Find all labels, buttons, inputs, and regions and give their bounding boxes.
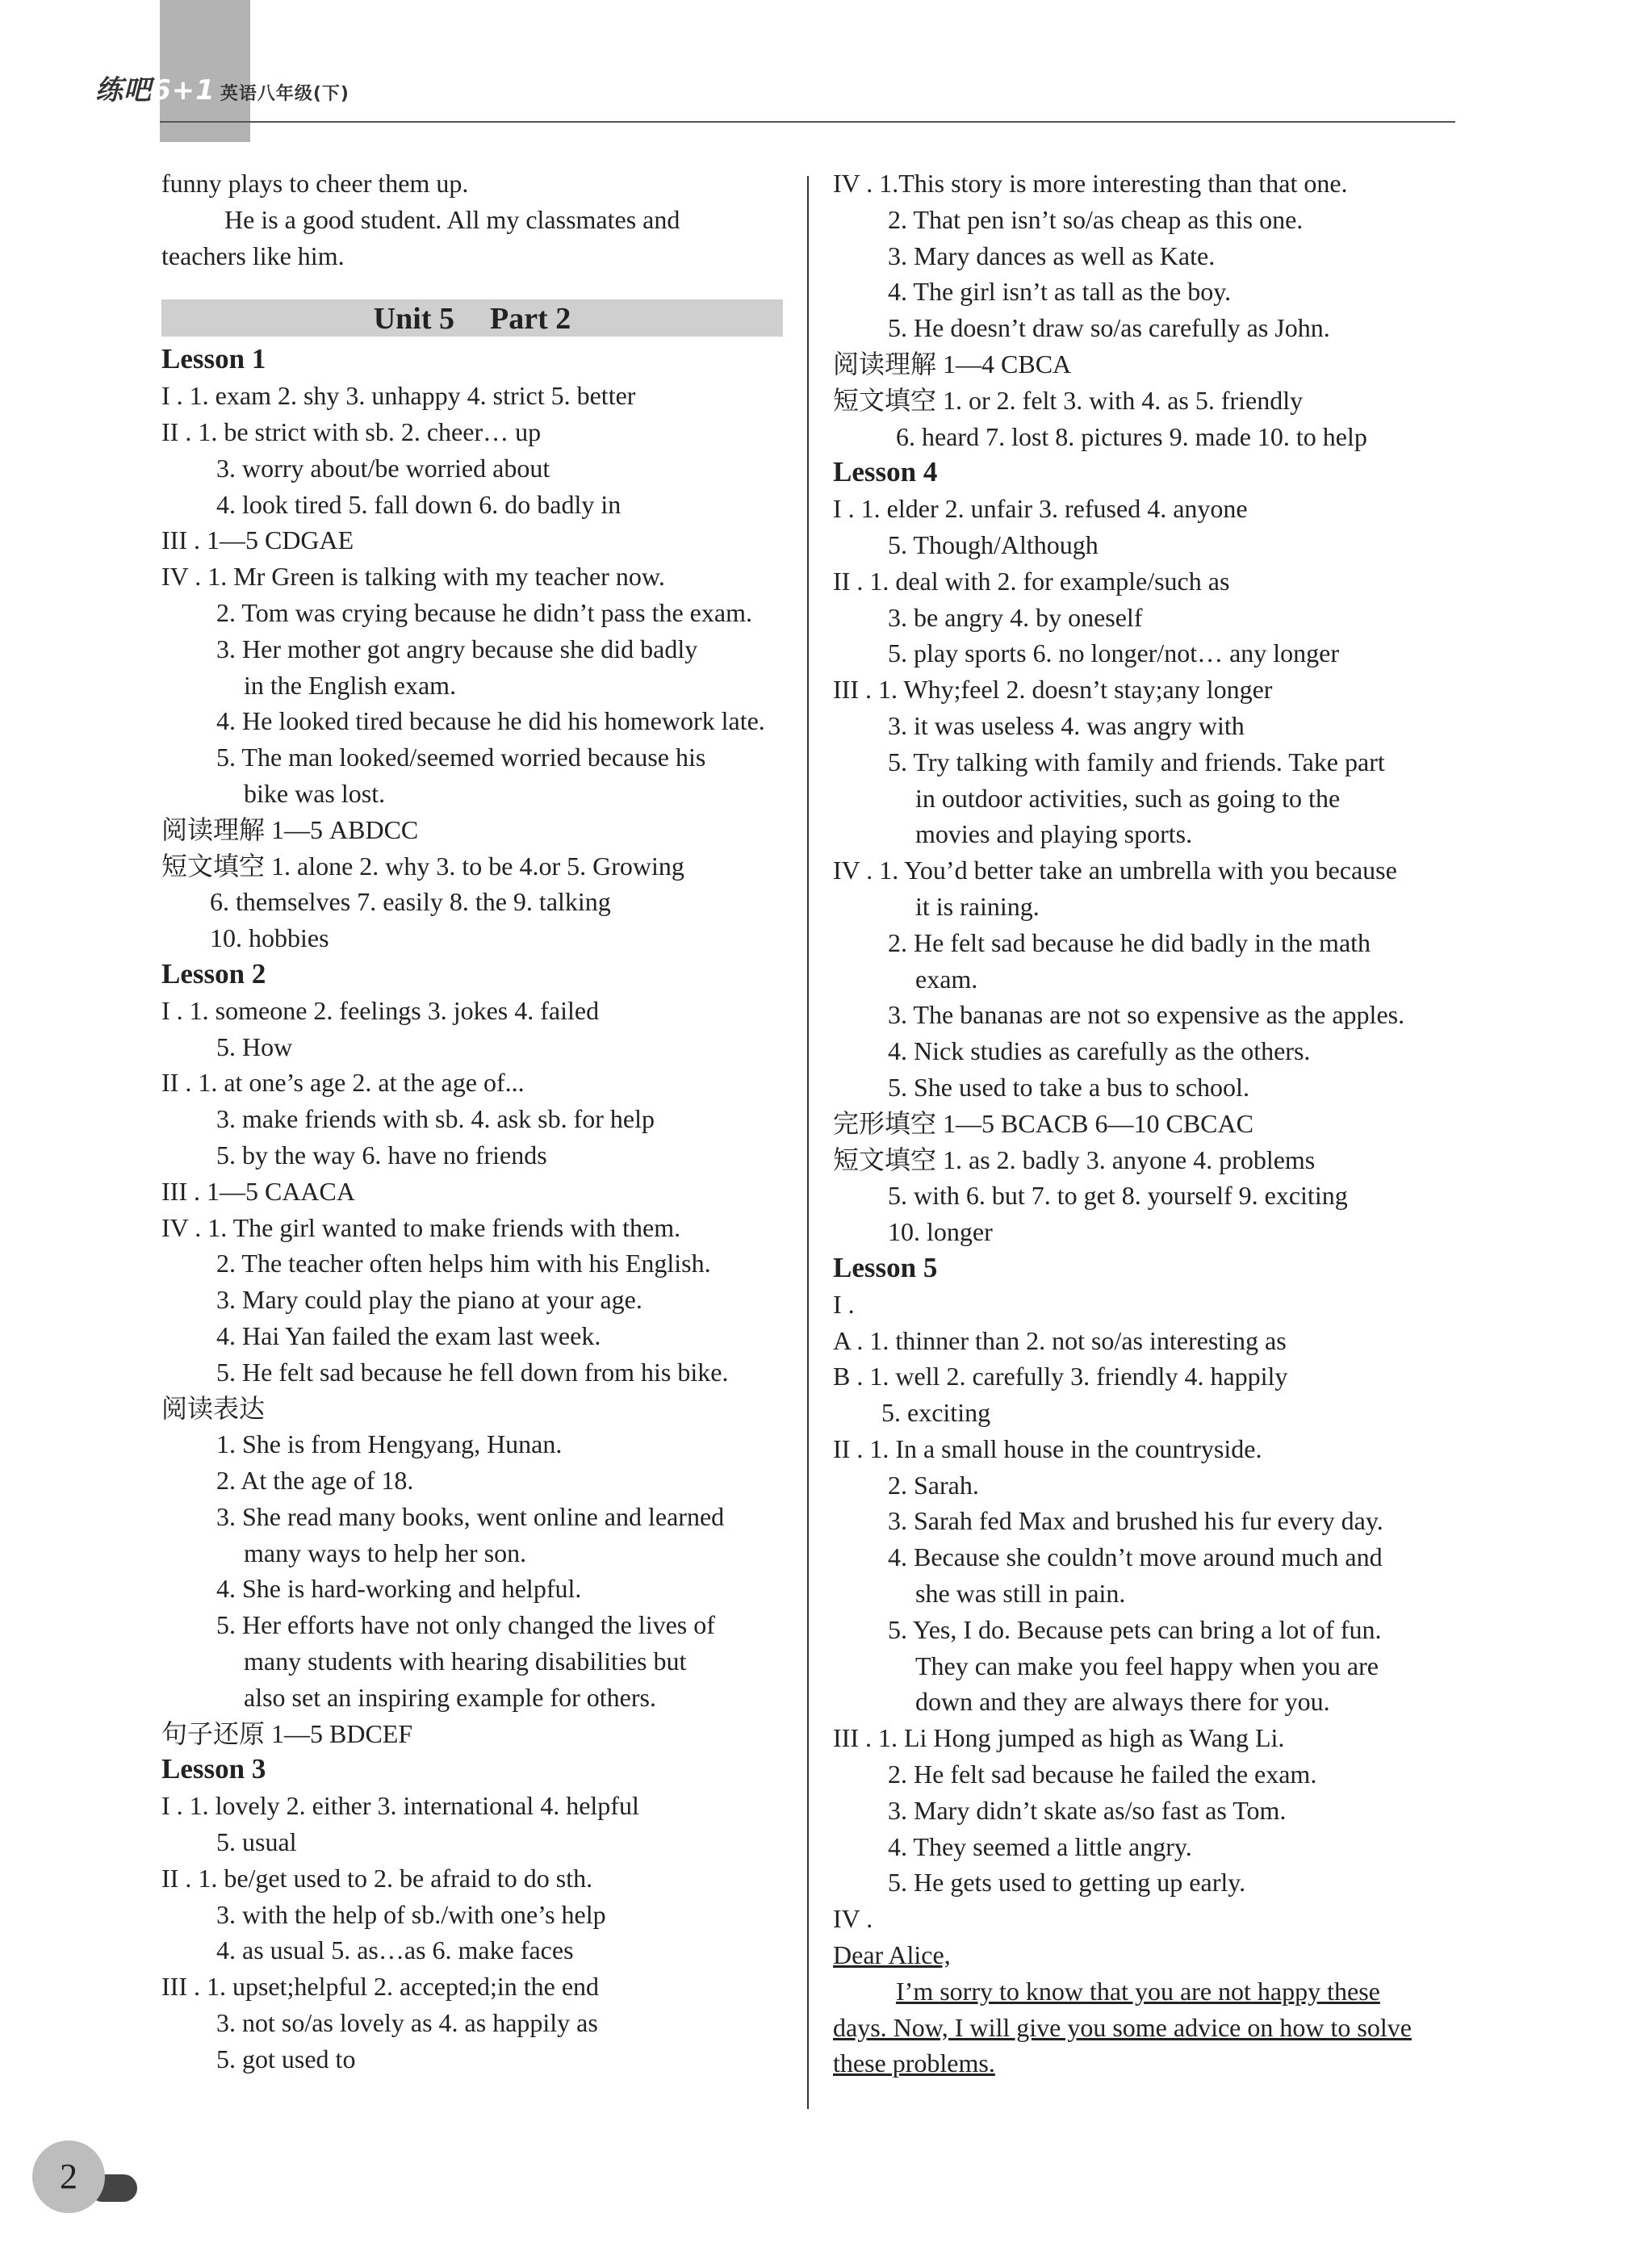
answer-line: 阅读表达 bbox=[161, 1393, 266, 1423]
answer-line: 4. Because she couldn’t move around much and bbox=[888, 1542, 1383, 1572]
answer-line: 3. be angry 4. by oneself bbox=[888, 602, 1143, 632]
lesson-heading: Lesson 1 bbox=[161, 343, 266, 375]
unit-heading-unit: Unit 5 bbox=[373, 302, 455, 337]
letter-line: Dear Alice, bbox=[833, 1940, 951, 1970]
letter-line: days. Now, I will give you some advice on how to solve bbox=[833, 2012, 1412, 2042]
answer-line: II . 1. be/get used to 2. be afraid to do sth. bbox=[161, 1863, 593, 1893]
answer-line: 2. Tom was crying because he didn’t pass the exam. bbox=[216, 597, 752, 627]
answer-line: I . 1. exam 2. shy 3. unhappy 4. strict 5. better bbox=[161, 381, 636, 411]
book-series-plus: +1 bbox=[171, 74, 216, 107]
answer-line: 5. Yes, I do. Because pets can bring a lot of fun. bbox=[888, 1614, 1382, 1644]
answer-line: 4. She is hard-working and helpful. bbox=[216, 1574, 582, 1604]
answer-line: 3. Mary didn’t skate as/so fast as Tom. bbox=[888, 1795, 1287, 1825]
answer-line: 1. She is from Hengyang, Hunan. bbox=[216, 1429, 563, 1459]
answer-line: many students with hearing disabilities but bbox=[244, 1647, 687, 1676]
paragraph-line: funny plays to cheer them up. bbox=[161, 169, 469, 198]
answer-line: 10. longer bbox=[888, 1217, 993, 1247]
answer-line: III . 1. Li Hong jumped as high as Wang Li. bbox=[833, 1723, 1285, 1753]
answer-line: 2. He felt sad because he did badly in the math bbox=[888, 927, 1371, 957]
paragraph-line: teachers like him. bbox=[161, 241, 345, 270]
right-column bbox=[833, 165, 1459, 2082]
answer-line: 5. by the way 6. have no friends bbox=[216, 1140, 547, 1170]
answer-line: 3. The bananas are not so expensive as the apples. bbox=[888, 1000, 1405, 1030]
answer-line: 3. She read many books, went online and learned bbox=[216, 1501, 725, 1531]
answer-line: They can make you feel happy when you are bbox=[915, 1651, 1379, 1680]
answer-line: IV . 1. Mr Green is talking with my teacher now. bbox=[161, 562, 665, 592]
answer-line: 短文填空 1. alone 2. why 3. to be 4.or 5. Growing bbox=[161, 851, 684, 881]
answer-line: IV . 1.This story is more interesting than that one. bbox=[833, 169, 1348, 198]
answer-line: 2. That pen isn’t so/as cheap as this one. bbox=[888, 204, 1304, 234]
answer-line: 3. it was useless 4. was angry with bbox=[888, 710, 1245, 740]
answer-line: 3. Sarah fed Max and brushed his fur every day. bbox=[888, 1506, 1383, 1536]
letter-line: these problems. bbox=[833, 2048, 995, 2078]
answer-line: 4. He looked tired because he did his homework late. bbox=[216, 706, 765, 736]
header-rule bbox=[160, 121, 1455, 123]
answer-line: A . 1. thinner than 2. not so/as interesting as bbox=[833, 1325, 1287, 1355]
lesson-heading: Lesson 3 bbox=[161, 1753, 266, 1785]
answer-line: in the English exam. bbox=[244, 670, 457, 700]
answer-line: 4. Hai Yan failed the exam last week. bbox=[216, 1320, 601, 1350]
answer-line: III . 1. Why;feel 2. doesn’t stay;any longer bbox=[833, 675, 1273, 705]
answer-line: II . 1. In a small house in the countryside. bbox=[833, 1433, 1262, 1463]
answer-line: 3. Mary could play the piano at your age. bbox=[216, 1285, 642, 1315]
answer-line: 3. Her mother got angry because she did badly bbox=[216, 634, 698, 663]
answer-line: 完形填空 1—5 BCACB 6—10 CBCAC bbox=[833, 1108, 1253, 1138]
answer-line: 5. He gets used to getting up early. bbox=[888, 1868, 1246, 1898]
column-divider bbox=[807, 176, 809, 2109]
paragraph-line: He is a good student. All my classmates and bbox=[224, 204, 680, 234]
answer-line: 阅读理解 1—4 CBCA bbox=[833, 349, 1072, 379]
book-name: 练吧 bbox=[95, 74, 152, 107]
answer-line: B . 1. well 2. carefully 3. friendly 4. happily bbox=[833, 1362, 1288, 1391]
answer-line: down and they are always there for you. bbox=[915, 1687, 1330, 1717]
answer-line: 5. play sports 6. no longer/not… any longer bbox=[888, 638, 1340, 668]
answer-line: movies and playing sports. bbox=[915, 819, 1193, 849]
answer-line: II . 1. be strict with sb. 2. cheer… up bbox=[161, 416, 542, 446]
answer-line: 6. heard 7. lost 8. pictures 9. made 10. to help bbox=[896, 421, 1367, 451]
answer-line: 句子还原 1—5 BDCEF bbox=[161, 1718, 413, 1748]
answer-line: 短文填空 1. or 2. felt 3. with 4. as 5. friendly bbox=[833, 385, 1304, 415]
answer-line: 4. Nick studies as carefully as the others. bbox=[888, 1036, 1311, 1066]
answer-line: 2. Sarah. bbox=[888, 1470, 979, 1500]
answer-line: 4. They seemed a little angry. bbox=[888, 1831, 1192, 1861]
answer-line: 10. hobbies bbox=[210, 923, 329, 953]
header-title bbox=[95, 68, 349, 107]
unit-heading bbox=[161, 299, 783, 337]
answer-line: 5. with 6. but 7. to get 8. yourself 9. exciting bbox=[888, 1181, 1348, 1211]
answer-line: 3. with the help of sb./with one’s help bbox=[216, 1899, 606, 1929]
answer-line: 5. He doesn’t draw so/as carefully as John. bbox=[888, 313, 1330, 343]
page-number: 2 bbox=[32, 2140, 105, 2213]
answer-line: 5. How bbox=[216, 1031, 293, 1061]
answer-line: III . 1. upset;helpful 2. accepted;in the end bbox=[161, 1972, 600, 2002]
answer-line: III . 1—5 CAACA bbox=[161, 1176, 355, 1206]
answer-line: 5. exciting bbox=[881, 1398, 991, 1428]
lesson-heading: Lesson 5 bbox=[833, 1251, 938, 1283]
answer-line: 5. got used to bbox=[216, 2044, 356, 2073]
answer-line: II . 1. at one’s age 2. at the age of... bbox=[161, 1068, 525, 1098]
answer-line: 5. usual bbox=[216, 1827, 297, 1857]
lesson-heading: Lesson 4 bbox=[833, 456, 938, 488]
left-column bbox=[161, 165, 783, 2078]
answer-line: 4. The girl isn’t as tall as the boy. bbox=[888, 277, 1232, 307]
answer-line: 3. worry about/be worried about bbox=[216, 453, 550, 483]
answer-line: exam. bbox=[915, 964, 978, 994]
answer-line: in outdoor activities, such as going to the bbox=[915, 783, 1341, 813]
answer-line: 5. She used to take a bus to school. bbox=[888, 1072, 1249, 1102]
answer-line: 5. Try talking with family and friends. Take part bbox=[888, 747, 1385, 776]
answer-line: I . 1. elder 2. unfair 3. refused 4. anyone bbox=[833, 494, 1248, 524]
answer-line: IV . 1. The girl wanted to make friends with them. bbox=[161, 1212, 681, 1242]
answer-line: 5. Her efforts have not only changed the lives of bbox=[216, 1610, 715, 1640]
answer-line: I . 1. lovely 2. either 3. international 4. helpful bbox=[161, 1791, 639, 1821]
answer-line: 2. At the age of 18. bbox=[216, 1466, 414, 1496]
unit-heading-part: Part 2 bbox=[490, 302, 571, 337]
answer-line: 2. The teacher often helps him with his English. bbox=[216, 1249, 711, 1278]
answer-line: 4. look tired 5. fall down 6. do badly in bbox=[216, 489, 621, 519]
book-series-six: 6 bbox=[152, 74, 172, 107]
answer-line: bike was lost. bbox=[244, 778, 386, 808]
answer-line: 2. He felt sad because he failed the exam. bbox=[888, 1760, 1317, 1789]
answer-line: IV . 1. You’d better take an umbrella with you because bbox=[833, 856, 1397, 885]
answer-line: I . bbox=[833, 1289, 855, 1319]
answer-line: 3. not so/as lovely as 4. as happily as bbox=[216, 2008, 598, 2038]
answer-line: 5. He felt sad because he fell down from his bike. bbox=[216, 1357, 729, 1387]
book-subject: 英语八年级(下) bbox=[220, 84, 349, 104]
answer-line: IV . bbox=[833, 1904, 873, 1934]
answer-line: 3. make friends with sb. 4. ask sb. for help bbox=[216, 1104, 655, 1134]
answer-line: 3. Mary dances as well as Kate. bbox=[888, 241, 1216, 270]
lesson-heading: Lesson 2 bbox=[161, 957, 266, 990]
answer-line: 6. themselves 7. easily 8. the 9. talking bbox=[210, 887, 611, 917]
answer-line: 5. Though/Although bbox=[888, 529, 1099, 559]
answer-line: 短文填空 1. as 2. badly 3. anyone 4. problems bbox=[833, 1144, 1316, 1174]
answer-line: II . 1. deal with 2. for example/such as bbox=[833, 566, 1230, 596]
answer-line: she was still in pain. bbox=[915, 1579, 1126, 1609]
answer-line: also set an inspiring example for others. bbox=[244, 1682, 656, 1712]
answer-line: 5. The man looked/seemed worried because his bbox=[216, 743, 706, 772]
answer-line: many ways to help her son. bbox=[244, 1538, 527, 1567]
answer-line: 4. as usual 5. as…as 6. make faces bbox=[216, 1935, 574, 1965]
answer-line: III . 1—5 CDGAE bbox=[161, 525, 354, 555]
answer-line: I . 1. someone 2. feelings 3. jokes 4. failed bbox=[161, 995, 600, 1025]
answer-line: it is raining. bbox=[915, 891, 1040, 921]
letter-line: I’m sorry to know that you are not happy these bbox=[896, 1976, 1380, 2006]
answer-line: 阅读理解 1—5 ABDCC bbox=[161, 814, 419, 844]
